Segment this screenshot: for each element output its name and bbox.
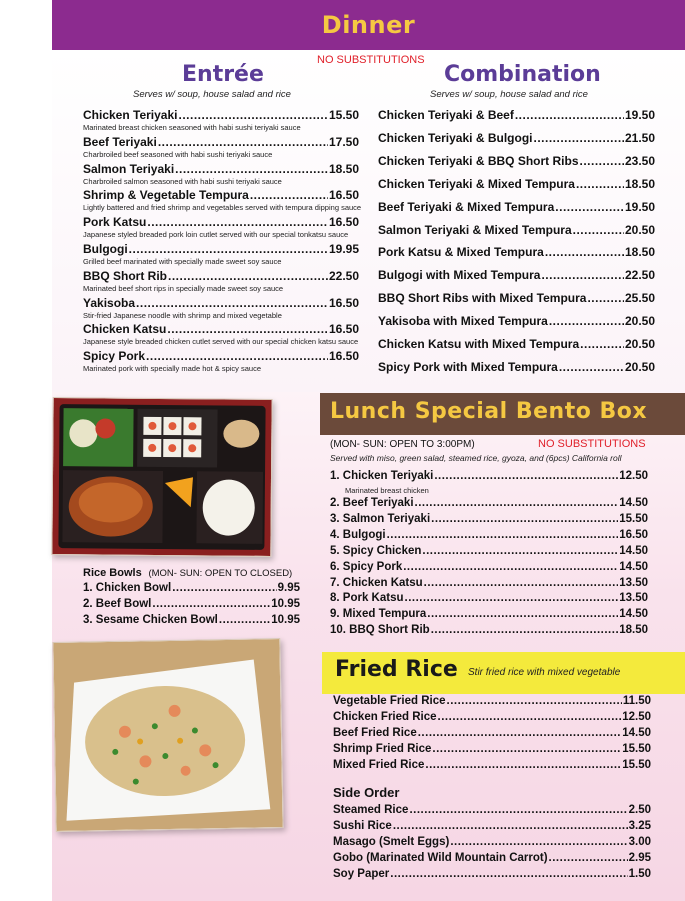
bento-item-name: 9. Mixed Tempura <box>330 608 427 621</box>
combination-item-price: 20.50 <box>624 359 655 374</box>
bento-subtitle: Served with miso, green salad, steamed rice, gyoza, and (6pcs) California roll <box>330 453 622 463</box>
side-order-item <box>333 852 651 864</box>
fried-rice-item-price: 12.50 <box>622 711 651 723</box>
rice-bowl-item-name: 1. Chicken Bowl <box>83 582 172 594</box>
bento-item <box>330 545 648 557</box>
leader-dots <box>409 804 627 816</box>
entree-item-description: Charbroiled beef seasoned with habi sushi teriyaki sauce <box>83 149 273 159</box>
entree-item-price: 16.50 <box>328 295 359 310</box>
fried-rice-image <box>53 639 282 831</box>
entree-item-price: 18.50 <box>328 161 359 176</box>
rice-bowl-item-price: 9.95 <box>277 582 300 594</box>
combination-item <box>378 108 655 122</box>
rice-bowl-item <box>83 614 300 626</box>
combination-subtitle: Serves w/ soup, house salad and rice <box>430 89 588 100</box>
rice-bowl-item-price: 10.95 <box>271 598 300 610</box>
rice-bowls-hours: (MON- SUN: OPEN TO CLOSED) <box>148 568 293 579</box>
entree-item-price: 16.50 <box>328 349 359 364</box>
entree-item-description: Marinated breast chicken seasoned with habi sushi teriyaki sauce <box>83 123 301 132</box>
dinner-banner <box>52 0 685 50</box>
entree-item <box>83 162 359 176</box>
leader-dots <box>393 820 628 832</box>
side-order-item-price: 2.95 <box>628 852 651 864</box>
leader-dots <box>555 200 624 214</box>
combination-item-price: 19.50 <box>624 199 655 214</box>
leader-dots <box>418 727 621 739</box>
bento-item-name: 5. Spicy Chicken <box>330 544 422 557</box>
leader-dots <box>549 852 628 864</box>
leader-dots <box>152 598 270 610</box>
entree-item-name: Pork Katsu <box>83 215 147 230</box>
bento-item-name: 2. Beef Teriyaki <box>330 497 414 509</box>
rice-bowl-item-name: 3. Sesame Chicken Bowl <box>83 614 218 626</box>
fried-rice-title: Fried Rice <box>335 657 458 682</box>
fried-rice-subtitle: Stir fried rice with mixed vegetable <box>468 667 621 678</box>
fried-rice-item-price: 14.50 <box>622 727 651 739</box>
combination-item-name: Salmon Teriyaki & Mixed Tempura <box>378 222 572 237</box>
combination-item <box>378 314 655 328</box>
entree-item-description: Grilled beef marinated with specially made sweet soy sauce <box>83 257 282 266</box>
entree-item-name: BBQ Short Rib <box>83 268 167 283</box>
entree-item-price: 16.50 <box>328 188 359 203</box>
leader-dots <box>422 545 618 557</box>
leader-dots <box>576 177 624 191</box>
combination-item-price: 20.50 <box>624 314 655 329</box>
combination-item-name: Chicken Teriyaki & BBQ Short Ribs <box>378 153 579 168</box>
leader-dots <box>573 223 624 237</box>
leader-dots <box>403 561 618 573</box>
leader-dots <box>147 215 328 229</box>
side-order-item <box>333 820 651 832</box>
combination-item-price: 18.50 <box>624 245 655 260</box>
leader-dots <box>515 108 624 122</box>
combination-item <box>378 223 655 237</box>
leader-dots <box>415 497 619 509</box>
combination-item <box>378 360 655 374</box>
combination-item-price: 18.50 <box>624 176 655 191</box>
side-order-item-name: Sushi Rice <box>333 820 392 832</box>
fried-rice-item-name: Shrimp Fried Rice <box>333 743 432 755</box>
leader-dots <box>168 269 328 283</box>
leader-dots <box>549 314 624 328</box>
fried-rice-item <box>333 759 651 771</box>
side-order-item-price: 1.50 <box>628 868 651 880</box>
entree-item <box>83 322 359 336</box>
leader-dots <box>390 868 627 880</box>
bento-item <box>330 608 648 620</box>
side-order-title: Side Order <box>333 785 400 800</box>
fried-rice-item-price: 15.50 <box>622 743 651 755</box>
bento-item-name: 7. Chicken Katsu <box>330 576 423 589</box>
fried-rice-item-name: Vegetable Fried Rice <box>333 695 446 707</box>
rice-bowls-title: Rice Bowls <box>83 567 142 579</box>
combination-item-name: Spicy Pork with Mixed Tempura <box>378 359 558 374</box>
leader-dots <box>175 162 328 176</box>
side-order-item-price: 3.00 <box>628 836 651 848</box>
bento-title: Lunch Special Bento Box <box>330 399 648 424</box>
entree-subtitle: Serves w/ soup, house salad and rice <box>133 89 291 100</box>
bento-item-name: 4. Bulgogi <box>330 528 386 541</box>
bento-item-name: 10. BBQ Short Rib <box>330 624 430 637</box>
leader-dots <box>172 582 276 594</box>
leader-dots <box>580 154 624 168</box>
entree-item-description: Marinated pork with specially made hot & spicy sauce <box>83 364 262 374</box>
combination-item-name: Beef Teriyaki & Mixed Tempura <box>378 199 555 214</box>
leader-dots <box>424 577 619 589</box>
combination-item-name: Chicken Katsu with Mixed Tempura <box>378 337 580 351</box>
combination-title: Combination <box>444 62 601 87</box>
leader-dots <box>167 322 328 336</box>
leader-dots <box>438 711 622 723</box>
combination-item-name: Pork Katsu & Mixed Tempura <box>378 245 544 260</box>
bento-box-image <box>52 398 271 556</box>
entree-title: Entrée <box>182 62 264 87</box>
fried-rice-item-price: 11.50 <box>622 695 651 707</box>
combination-item <box>378 291 655 305</box>
entree-item <box>83 108 359 122</box>
entree-item-name: Shrimp & Vegetable Tempura <box>83 188 249 203</box>
fried-rice-item-name: Chicken Fried Rice <box>333 711 437 723</box>
no-substitutions-note: NO SUBSTITUTIONS <box>317 54 425 66</box>
bento-item-price: 14.50 <box>619 544 648 557</box>
bento-item-name: 8. Pork Katsu <box>330 592 404 605</box>
combination-item-price: 20.50 <box>624 337 655 351</box>
leader-dots <box>545 245 624 259</box>
entree-item <box>83 349 359 363</box>
side-order-item-price: 3.25 <box>628 820 651 832</box>
combination-item-name: BBQ Short Ribs with Mixed Tempura <box>378 291 587 306</box>
bento-item-name: 3. Salmon Teriyaki <box>330 512 431 525</box>
side-order-item <box>333 804 651 816</box>
bento-item-name: 1. Chicken Teriyaki <box>330 470 434 482</box>
bento-item-price: 15.50 <box>619 512 648 525</box>
leader-dots <box>136 296 328 310</box>
entree-item-description: Stir-fried Japanese noodle with shrimp and mixed vegetable <box>83 310 282 320</box>
side-order-item <box>333 868 651 880</box>
combination-item-price: 25.50 <box>624 291 655 306</box>
rice-bowl-item-price: 10.95 <box>271 614 300 626</box>
bento-item <box>330 470 648 482</box>
combination-item-name: Chicken Teriyaki & Bulgogi <box>378 130 533 145</box>
combination-item-price: 21.50 <box>624 130 655 145</box>
bento-item-price: 16.50 <box>619 528 648 541</box>
entree-item-name: Bulgogi <box>83 242 128 256</box>
entree-item-name: Chicken Katsu <box>83 322 167 337</box>
side-order-item-name: Masago (Smelt Eggs) <box>333 836 450 848</box>
leader-dots <box>431 513 618 525</box>
entree-item <box>83 242 359 256</box>
bento-item-price: 12.50 <box>619 470 648 482</box>
bento-photo <box>51 397 272 557</box>
entree-item-price: 16.50 <box>328 322 359 337</box>
entree-item-price: 19.95 <box>328 242 359 256</box>
side-order-item-name: Soy Paper <box>333 868 390 880</box>
fried-rice-item <box>333 695 651 707</box>
leader-dots <box>425 759 621 771</box>
combination-item-price: 22.50 <box>624 268 655 283</box>
bento-item-name: 6. Spicy Pork <box>330 560 403 573</box>
entree-item-description: Japanese styled breaded pork loin cutlet served with our special tonkatsu sauce <box>83 230 349 240</box>
bento-item <box>330 529 648 541</box>
combination-item-name: Yakisoba with Mixed Tempura <box>378 314 548 329</box>
fried-rice-item-name: Beef Fried Rice <box>333 727 417 739</box>
bento-item-1-desc: Marinated breast chicken <box>345 486 429 495</box>
entree-item-description: Marinated beef short rips in specially made sweet soy sauce <box>83 283 284 293</box>
leader-dots <box>434 470 618 482</box>
bento-item <box>330 561 648 573</box>
page-title: Dinner <box>321 11 416 39</box>
combination-item <box>378 337 655 351</box>
leader-dots <box>587 291 624 305</box>
leader-dots <box>250 188 328 202</box>
side-order-item-price: 2.50 <box>628 804 651 816</box>
fried-rice-item <box>333 711 651 723</box>
entree-item-price: 16.50 <box>328 215 359 230</box>
combination-item-name: Chicken Teriyaki & Beef <box>378 108 514 122</box>
leader-dots <box>219 614 270 626</box>
bento-item-price: 13.50 <box>619 576 648 589</box>
leader-dots <box>405 592 619 604</box>
entree-item-price: 17.50 <box>328 134 359 149</box>
leader-dots <box>129 242 328 256</box>
side-order-item-name: Steamed Rice <box>333 804 409 816</box>
combination-item <box>378 268 655 282</box>
entree-item-price: 22.50 <box>328 268 359 283</box>
bento-item <box>330 624 648 636</box>
combination-item-name: Chicken Teriyaki & Mixed Tempura <box>378 176 575 191</box>
combination-item <box>378 200 655 214</box>
leader-dots <box>431 624 619 636</box>
entree-item-name: Yakisoba <box>83 295 136 310</box>
bento-item-price: 14.50 <box>619 497 648 509</box>
combination-item-name: Bulgogi with Mixed Tempura <box>378 268 541 283</box>
leader-dots <box>146 349 328 363</box>
bento-hours: (MON- SUN: OPEN TO 3:00PM) <box>330 439 475 450</box>
leader-dots <box>559 360 624 374</box>
entree-item-price: 15.50 <box>328 108 359 122</box>
entree-item <box>83 215 359 229</box>
rice-bowl-item <box>83 582 300 594</box>
rice-bowls-header <box>83 567 292 579</box>
bento-item-price: 14.50 <box>619 608 648 621</box>
bento-item <box>330 497 648 509</box>
entree-item-name: Salmon Teriyaki <box>83 161 175 176</box>
bento-item-price: 14.50 <box>619 560 648 573</box>
rice-bowl-item <box>83 598 300 610</box>
bento-item-price: 13.50 <box>619 592 648 605</box>
combination-item <box>378 154 655 168</box>
entree-item-description: Lightly battered and fried shrimp and vegetables served with tempura dipping sauce <box>83 203 362 213</box>
entree-item-description: Japanese style breaded chicken cutlet served with our special chicken katsu sauce <box>83 337 359 347</box>
fried-rice-item-price: 15.50 <box>622 759 651 771</box>
entree-item-name: Chicken Teriyaki <box>83 108 178 122</box>
combination-item-price: 19.50 <box>624 108 655 122</box>
fried-rice-photo <box>52 638 283 832</box>
leader-dots <box>179 108 328 122</box>
entree-item <box>83 269 359 283</box>
combination-item-price: 23.50 <box>624 153 655 168</box>
leader-dots <box>432 743 621 755</box>
leader-dots <box>427 608 618 620</box>
combination-item <box>378 177 655 191</box>
entree-item <box>83 188 359 202</box>
leader-dots <box>541 268 624 282</box>
leader-dots <box>447 695 622 707</box>
fried-rice-item-name: Mixed Fried Rice <box>333 759 425 771</box>
entree-item <box>83 135 359 149</box>
combination-item <box>378 131 655 145</box>
bento-no-substitutions: NO SUBSTITUTIONS <box>538 438 646 450</box>
leader-dots <box>533 131 623 145</box>
combination-item <box>378 245 655 259</box>
leader-dots <box>450 836 627 848</box>
bento-item <box>330 577 648 589</box>
leader-dots <box>580 337 624 351</box>
leader-dots <box>158 135 328 149</box>
combination-item-price: 20.50 <box>624 222 655 237</box>
entree-item-name: Spicy Pork <box>83 349 146 364</box>
bento-item <box>330 592 648 604</box>
side-order-item <box>333 836 651 848</box>
bento-item <box>330 513 648 525</box>
bento-item-price: 18.50 <box>619 624 648 637</box>
entree-item-description: Charbroiled salmon seasoned with habi sushi teriyaki sauce <box>83 176 282 186</box>
entree-item <box>83 296 359 310</box>
entree-item-name: Beef Teriyaki <box>83 134 157 149</box>
leader-dots <box>387 529 619 541</box>
side-order-item-name: Gobo (Marinated Wild Mountain Carrot) <box>333 852 548 864</box>
fried-rice-item <box>333 743 651 755</box>
fried-rice-item <box>333 727 651 739</box>
rice-bowl-item-name: 2. Beef Bowl <box>83 598 152 610</box>
